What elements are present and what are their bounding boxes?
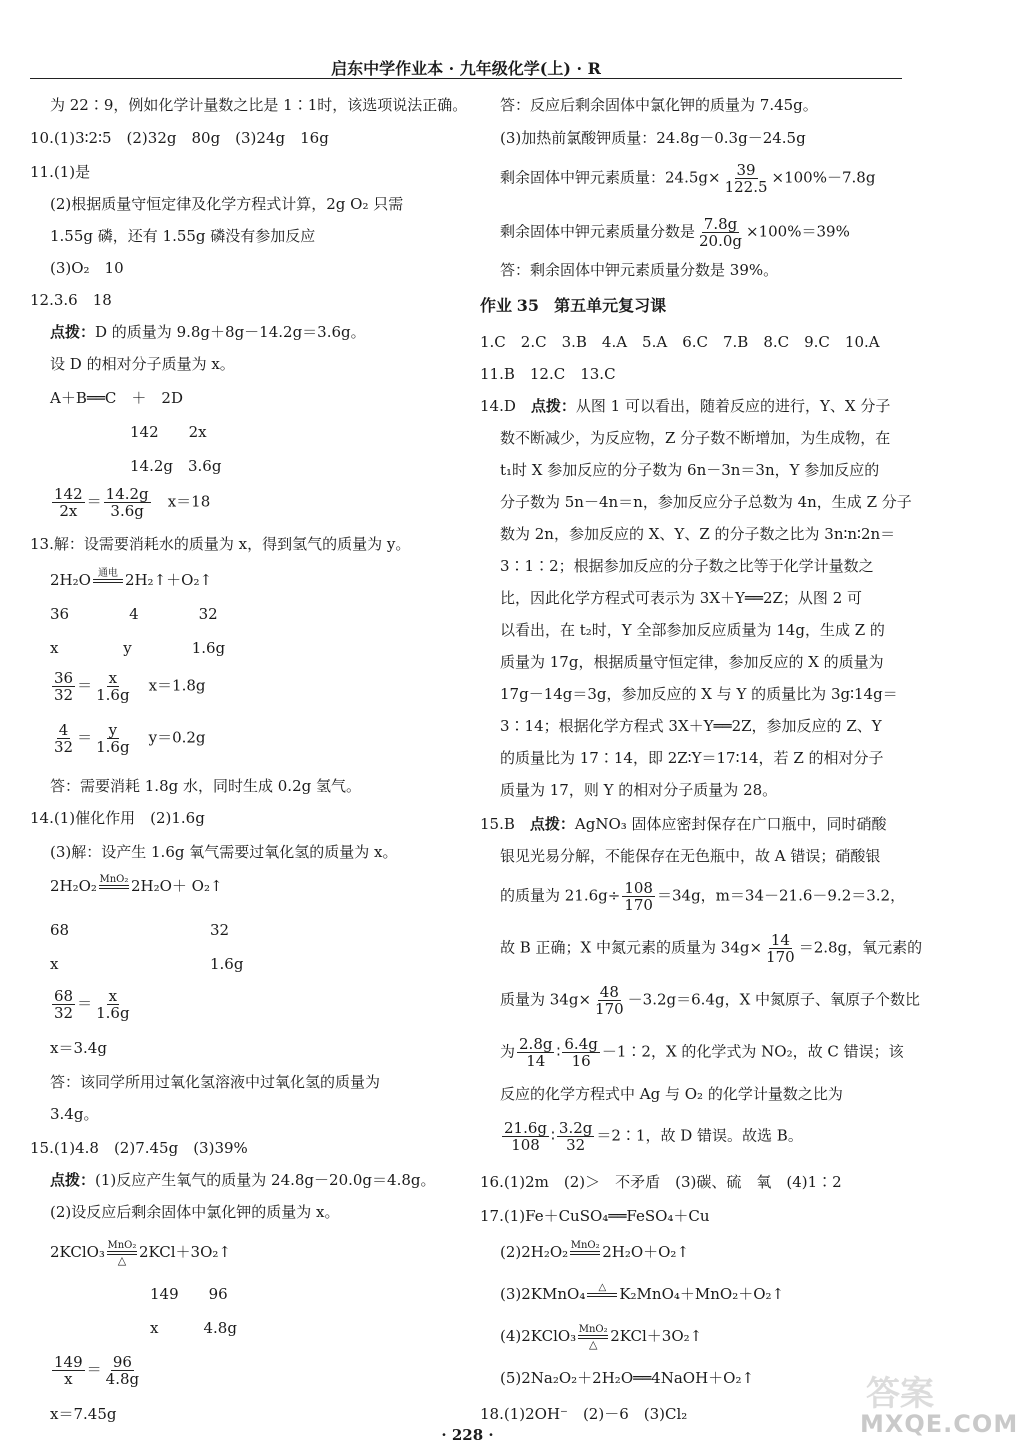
answer-1-10: 1.C 2.C 3.B 4.A 5.A 6.C 7.B 8.C 9.C 10.A bbox=[480, 333, 880, 351]
proportion-line: $\frac{36}{32}$ ＝ $\frac{x}{1.6g}$ x＝1.8g bbox=[54, 669, 206, 704]
fraction: $\frac{108}{170}$ bbox=[624, 879, 653, 914]
equation-line: 14.2g 3.6g bbox=[130, 457, 222, 475]
fraction: $\frac{7.8g}{20.0g}$ bbox=[699, 215, 743, 250]
text-line: 质量为 17g，根据质量守恒定律，参加反应的 X 的质量为 bbox=[500, 653, 884, 671]
fraction: $\frac{48}{170}$ bbox=[595, 983, 624, 1018]
answer-13: 13.解：设需要消耗水的质量为 x，得到氢气的质量为 y。 bbox=[30, 535, 411, 553]
text-line: 17g－14g＝3g，参加反应的 X 与 Y 的质量比为 3g∶14g＝ bbox=[500, 685, 898, 703]
text-line: 反应的化学方程式中 Ag 与 O₂ 的化学计量数之比为 bbox=[500, 1085, 843, 1103]
answer-14: 14.(1)催化作用 (2)1.6g bbox=[30, 809, 205, 827]
answer-15: 15.B 点拨：AgNO₃ 固体应密封保存在广口瓶中，同时硝酸 bbox=[480, 815, 887, 833]
reaction-arrow: △ bbox=[587, 1282, 617, 1308]
text-line: 3.4g。 bbox=[50, 1105, 99, 1123]
reaction-arrow: 通电 bbox=[93, 568, 123, 594]
equation-line: 68 bbox=[50, 921, 70, 939]
fraction: $\frac{3.2g}{32}$ bbox=[558, 1119, 593, 1154]
answer-17-3: (3)2KMnO₄ △ K₂MnO₄＋MnO₂＋O₂↑ bbox=[500, 1282, 784, 1308]
equation-line: x y 1.6g bbox=[50, 639, 226, 657]
answer-12: 12.3.6 18 bbox=[30, 291, 112, 309]
text-line: 答：需要消耗 1.8g 水，同时生成 0.2g 氢气。 bbox=[50, 777, 361, 795]
page-number: · 228 · bbox=[441, 1426, 494, 1444]
fraction: $\frac{y}{1.6g}$ bbox=[96, 721, 130, 756]
fraction: $\frac{149}{x}$ bbox=[54, 1353, 83, 1388]
calc-line: 剩余固体中钾元素质量分数是 $\frac{7.8g}{20.0g}$ ×100%＝39% bbox=[500, 215, 850, 250]
calc-line: 为 $\frac{2.8g}{14}$ ∶ $\frac{6.4g}{16}$ －1∶2，X 的化学式为 NO₂，故 C 错误；该 bbox=[500, 1035, 904, 1070]
reaction-arrow: MnO₂ bbox=[570, 1240, 600, 1266]
equation-line: 142 2x bbox=[130, 423, 207, 441]
proportion-line: $\frac{4}{32}$ ＝ $\frac{y}{1.6g}$ y＝0.2g bbox=[54, 721, 206, 756]
equation-line: 149 96 bbox=[150, 1285, 228, 1303]
answer-18: 18.(1)2OH⁻ (2)－6 (3)Cl₂ bbox=[480, 1405, 688, 1423]
fraction: $\frac{4}{32}$ bbox=[54, 721, 74, 756]
text-line: 数不断减少，为反应物，Z 分子数不断增加，为生成物，在 bbox=[500, 429, 891, 447]
text-line: (2)设反应后剩余固体中氯化钾的质量为 x。 bbox=[50, 1203, 340, 1221]
text-line: (3)加热前氯酸钾质量：24.8g－0.3g－24.5g bbox=[500, 129, 806, 147]
text-line: 分子数为 5n－4n＝n，参加反应分子总数为 4n，生成 Z 分子 bbox=[500, 493, 912, 511]
answer-14: 14.D 点拨：从图 1 可以看出，随着反应的进行，Y、X 分子 bbox=[480, 397, 891, 415]
fraction: $\frac{14.2g}{3.6g}$ bbox=[105, 485, 149, 520]
text-line: 为 22∶9，例如化学计量数之比是 1∶1时，该选项说法正确。 bbox=[50, 96, 468, 114]
answer-16: 16.(1)2m (2)＞ 不矛盾 (3)碳、硫 氧 (4)1∶2 bbox=[480, 1173, 842, 1191]
text-line: 1.55g 磷，还有 1.55g 磷没有参加反应 bbox=[50, 227, 316, 245]
text-line: x＝7.45g bbox=[50, 1405, 117, 1423]
proportion-line: $\frac{68}{32}$ ＝ $\frac{x}{1.6g}$ bbox=[54, 987, 130, 1022]
text-line: 的质量比为 17∶14，即 2Z∶Y＝17∶14，若 Z 的相对分子 bbox=[500, 749, 884, 767]
text-line: t₁时 X 参加反应的分子数为 6n－3n＝3n，Y 参加反应的 bbox=[500, 461, 880, 479]
calc-line: 剩余固体中钾元素质量：24.5g× $\frac{39}{122.5}$ ×100%－7.8g bbox=[500, 161, 876, 196]
equation-line: x bbox=[50, 955, 59, 973]
text-line: x＝3.4g bbox=[50, 1039, 107, 1057]
hint-line: 点拨：(1)反应产生氧气的质量为 24.8g－20.0g＝4.8g。 bbox=[50, 1171, 436, 1189]
fraction: $\frac{21.6g}{108}$ bbox=[504, 1119, 548, 1154]
calc-line: 质量为 34g× $\frac{48}{170}$ －3.2g＝6.4g，X 中氮原子、氧原子个数比 bbox=[500, 983, 921, 1018]
fraction: $\frac{6.4g}{16}$ bbox=[564, 1035, 598, 1070]
result-text: x＝18 bbox=[167, 492, 211, 511]
section-heading: 作业 35 第五单元复习课 bbox=[480, 296, 667, 315]
equation-line: 2H₂O₂ MnO₂ 2H₂O＋ O₂↑ bbox=[50, 874, 223, 900]
text-line: 数为 2n，参加反应的 X、Y、Z 的分子数之比为 3n∶n∶2n＝ bbox=[500, 525, 896, 543]
answer-17-4: (4)2KClO₃ MnO₂ △ 2KCl＋3O₂↑ bbox=[500, 1324, 703, 1351]
reaction-arrow: MnO₂ △ bbox=[107, 1240, 137, 1267]
answer-17-5: (5)2Na₂O₂＋2H₂O══4NaOH＋O₂↑ bbox=[500, 1369, 755, 1387]
text-line: 3∶14；根据化学方程式 3X＋Y══2Z，参加反应的 Z、Y bbox=[500, 717, 882, 735]
proportion-line: $\frac{142}{2x}$ ＝ $\frac{14.2g}{3.6g}$ x＝18 bbox=[54, 485, 211, 520]
equation-line: 2H₂O 通电 2H₂↑＋O₂↑ bbox=[50, 568, 212, 594]
reaction-arrow: MnO₂ △ bbox=[578, 1324, 608, 1351]
text-line: 比，因此化学方程式可表示为 3X＋Y══2Z；从图 2 可 bbox=[500, 589, 863, 607]
watermark-text: MXQE.COM bbox=[860, 1410, 1018, 1438]
text-line: 质量为 17，则 Y 的相对分子质量为 28。 bbox=[500, 781, 778, 799]
equation-line: 1.6g bbox=[210, 955, 244, 973]
text-line: 3∶1∶2；根据参加反应的分子数之比等于化学计量数之 bbox=[500, 557, 874, 575]
equation-line: 2KClO₃ MnO₂ △ 2KCl＋3O₂↑ bbox=[50, 1240, 231, 1267]
hint-text: D 的质量为 9.8g＋8g－14.2g＝3.6g。 bbox=[95, 323, 366, 341]
fraction: $\frac{x}{1.6g}$ bbox=[96, 669, 130, 704]
calc-line: 的质量为 21.6g÷ $\frac{108}{170}$ ＝34g，m＝34－21.6－9.2＝3.2， bbox=[500, 879, 906, 914]
fraction: $\frac{68}{32}$ bbox=[54, 987, 74, 1022]
fraction: $\frac{2.8g}{14}$ bbox=[519, 1035, 553, 1070]
fraction: $\frac{39}{122.5}$ bbox=[724, 161, 768, 196]
page-header: 启东中学作业本 · 九年级化学(上) · R bbox=[331, 59, 601, 78]
equation-line: A＋B══C ＋ 2D bbox=[50, 389, 183, 407]
text-line: 银见光易分解，不能保存在无色瓶中，故 A 错误；硝酸银 bbox=[500, 847, 881, 865]
equation-line: x 4.8g bbox=[150, 1319, 237, 1337]
text-line: 答：反应后剩余固体中氯化钾的质量为 7.45g。 bbox=[500, 96, 818, 114]
text-line: 答：剩余固体中钾元素质量分数是 39%。 bbox=[500, 261, 779, 279]
text-line: (2)根据质量守恒定律及化学方程式计算，2g O₂ 只需 bbox=[50, 195, 404, 213]
fraction: $\frac{36}{32}$ bbox=[54, 669, 74, 704]
answer-10: 10.(1)3∶2∶5 (2)32g 80g (3)24g 16g bbox=[30, 129, 329, 147]
hint-line bbox=[50, 322, 366, 342]
proportion-line: $\frac{149}{x}$ ＝ $\frac{96}{4.8g}$ bbox=[54, 1353, 140, 1388]
answer-17-2: (2)2H₂O₂ MnO₂ 2H₂O＋O₂↑ bbox=[500, 1240, 689, 1266]
text-line: (3)解：设产生 1.6g 氧气需要过氧化氢的质量为 x。 bbox=[50, 843, 398, 861]
equation-line: 32 bbox=[210, 921, 230, 939]
answer-15: 15.(1)4.8 (2)7.45g (3)39% bbox=[30, 1139, 248, 1157]
answer-11: 11.(1)是 bbox=[30, 163, 91, 181]
equation-line: 36 4 32 bbox=[50, 605, 218, 623]
watermark bbox=[860, 1366, 1018, 1441]
reaction-arrow: MnO₂ bbox=[99, 874, 129, 900]
text-line: 以看出，在 t₂时，Y 全部参加反应质量为 14g，生成 Z 的 bbox=[500, 621, 885, 639]
text-line: 答：该同学所用过氧化氢溶液中过氧化氢的质量为 bbox=[50, 1073, 381, 1091]
calc-line: $\frac{21.6g}{108}$ ∶ $\frac{3.2g}{32}$ ＝2∶1，故 D 错误。故选 B。 bbox=[504, 1119, 803, 1154]
fraction: $\frac{x}{1.6g}$ bbox=[96, 987, 130, 1022]
text-line: 设 D 的相对分子质量为 x。 bbox=[50, 355, 235, 373]
hint-label: 点拨： bbox=[50, 323, 96, 341]
watermark-logo: 答案 bbox=[866, 1374, 934, 1414]
text-line: (3)O₂ 10 bbox=[50, 259, 124, 277]
answer-11-13: 11.B 12.C 13.C bbox=[480, 365, 616, 383]
fraction: $\frac{14}{170}$ bbox=[766, 931, 795, 966]
fraction: $\frac{96}{4.8g}$ bbox=[105, 1353, 140, 1388]
calc-line: 故 B 正确；X 中氮元素的质量为 34g× $\frac{14}{170}$ ＝2.8g，氧元素的 bbox=[500, 931, 923, 966]
answer-17-1: 17.(1)Fe＋CuSO₄══FeSO₄＋Cu bbox=[480, 1207, 710, 1225]
fraction: $\frac{142}{2x}$ bbox=[54, 485, 83, 520]
header-rule bbox=[30, 78, 902, 79]
